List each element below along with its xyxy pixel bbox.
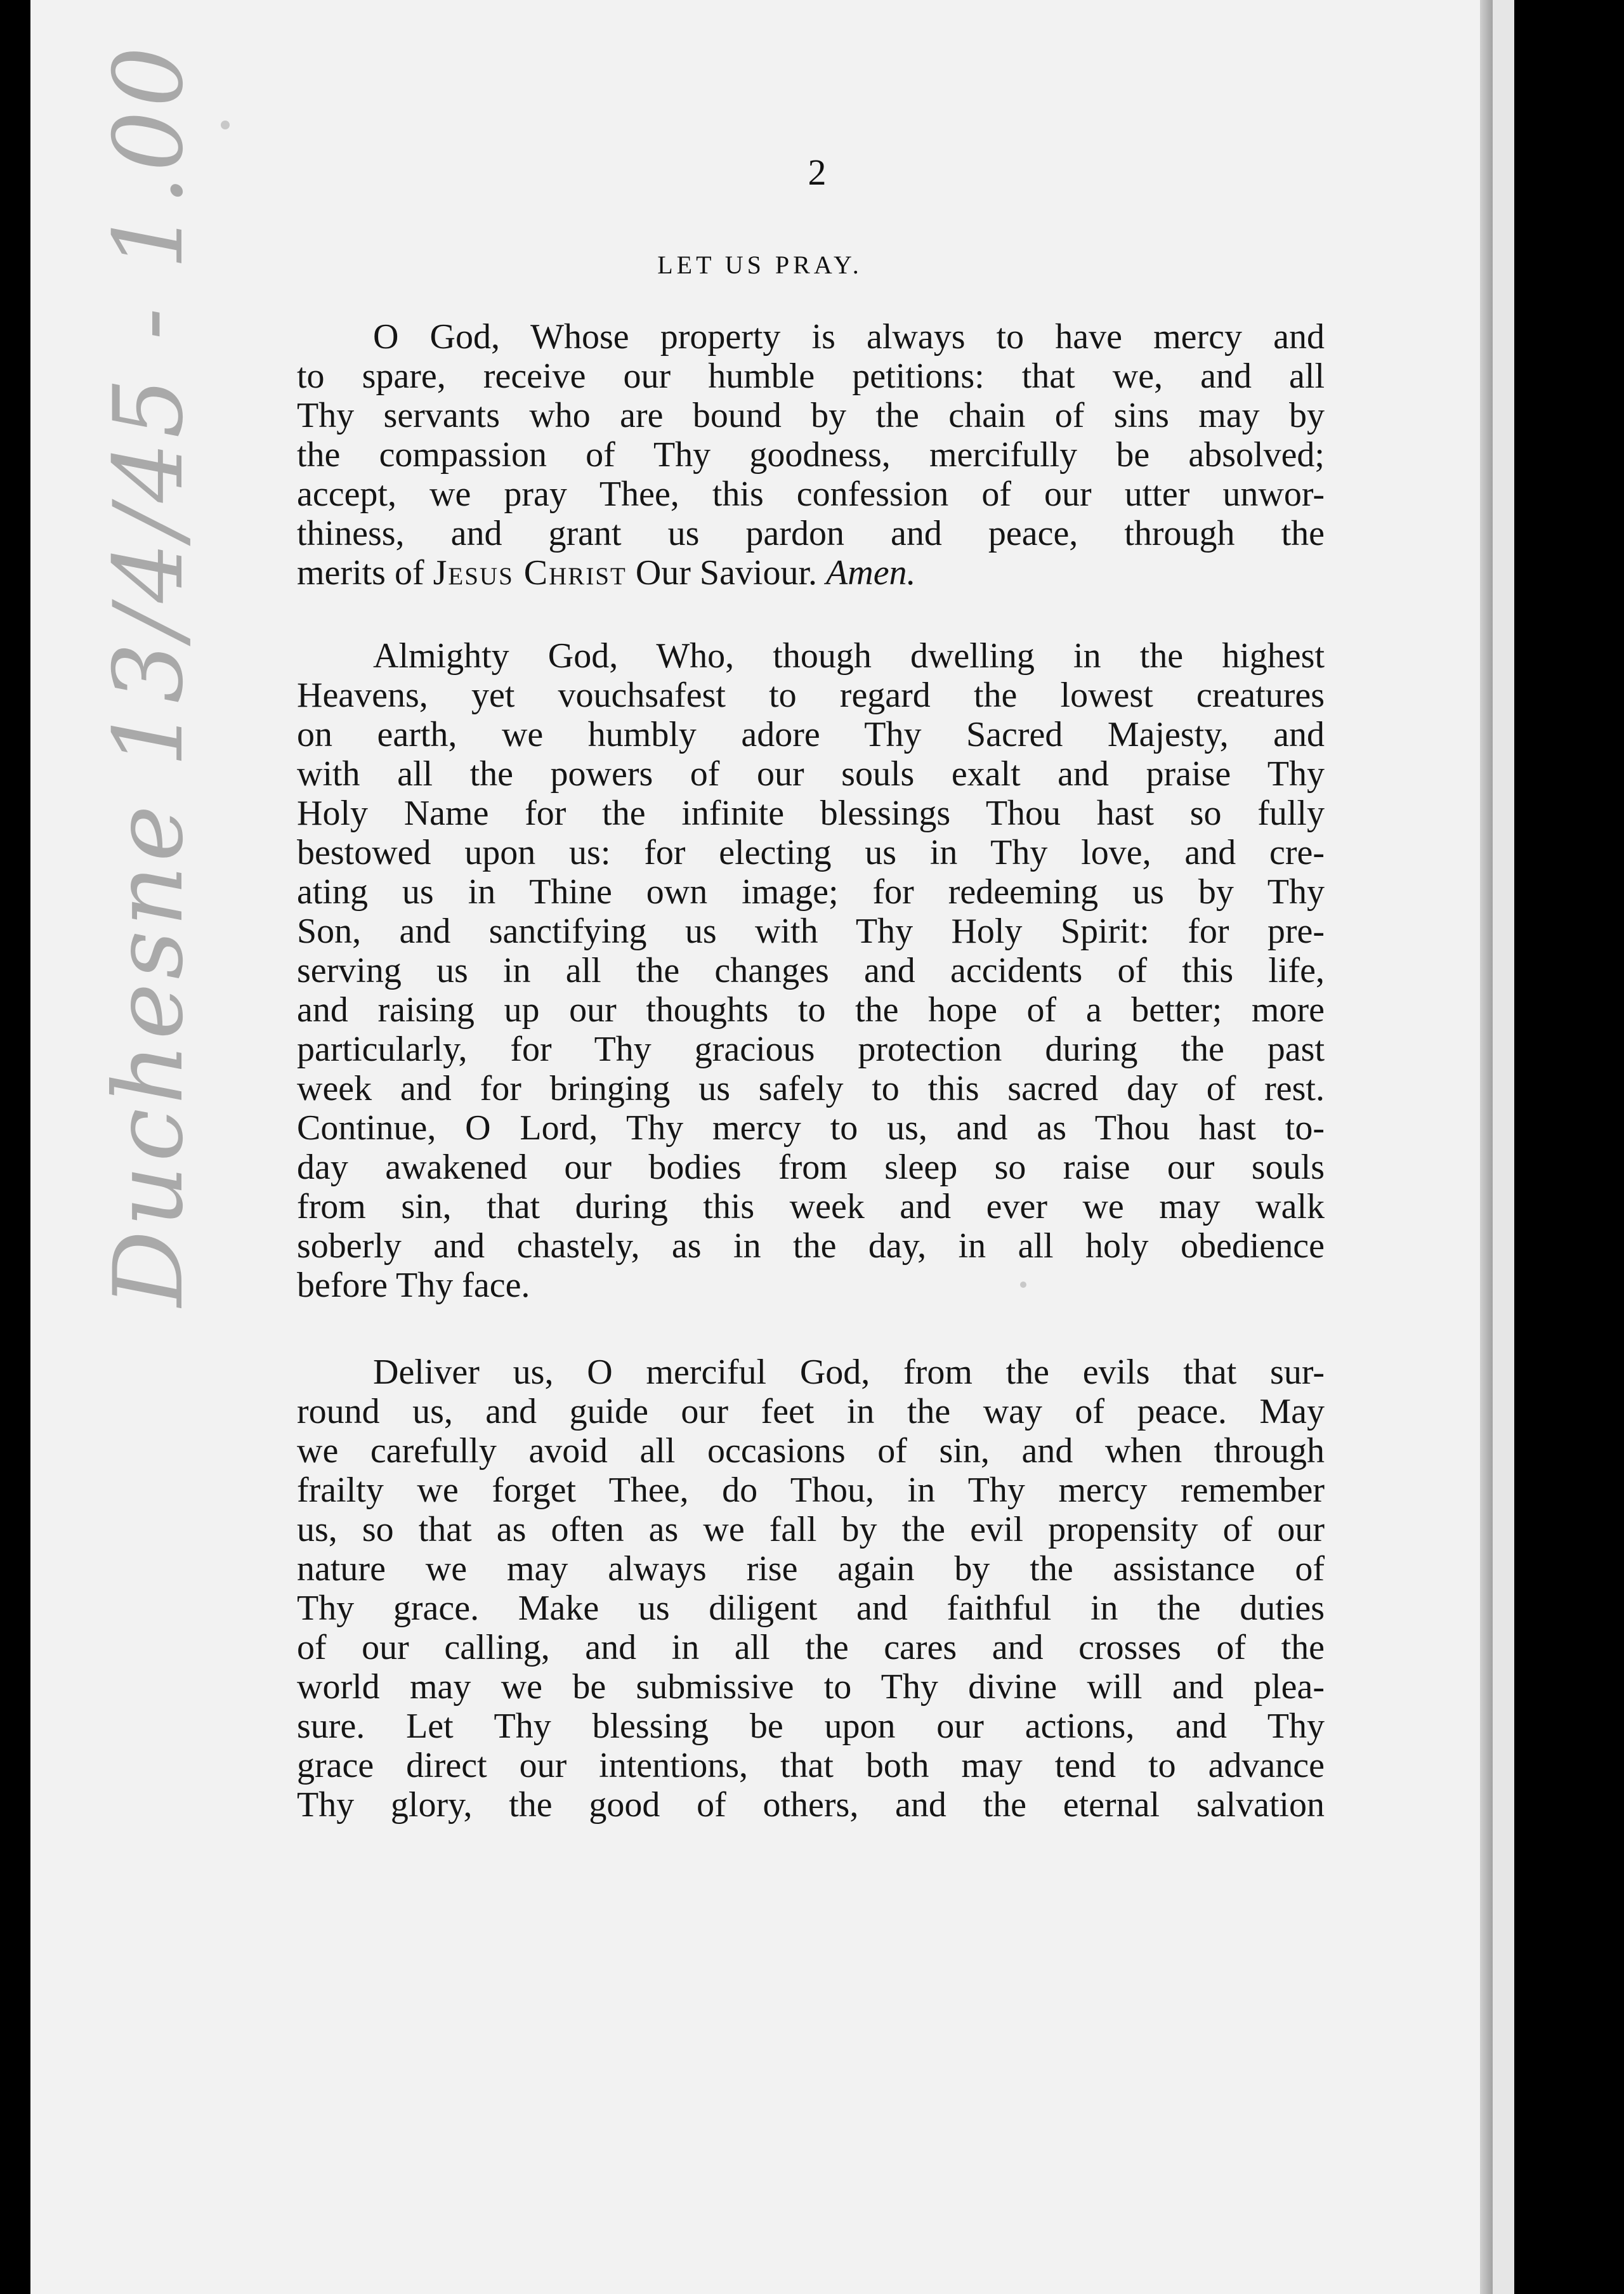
small-caps-name: Jesus Christ <box>433 553 627 593</box>
handwritten-margin-note: Duchesne 13/4/45 - 1.00 <box>94 43 204 1307</box>
amen-italic: Amen. <box>826 553 916 593</box>
text-line: accept, we pray Thee, this confession of our utter unwor- <box>297 475 1325 514</box>
section-heading: LET US PRAY. <box>657 251 863 279</box>
text-line: grace direct our intentions, that both may tend to advance <box>297 1746 1325 1785</box>
prayer-paragraph-2 <box>297 636 1325 1305</box>
text-line: the compassion of Thy goodness, mercifully be absolved; <box>297 435 1325 475</box>
text-line: of our calling, and in all the cares and crosses of the <box>297 1628 1325 1667</box>
document-page <box>30 0 1490 2294</box>
text-line: Thy glory, the good of others, and the eternal salvation <box>297 1785 1325 1825</box>
prayer-paragraph-3 <box>297 1353 1325 1825</box>
text-line: Thy servants who are bound by the chain of sins may by <box>297 396 1325 435</box>
text-line: Son, and sanctifying us with Thy Holy Spirit: for pre- <box>297 912 1325 951</box>
text-line: we carefully avoid all occasions of sin, and when through <box>297 1431 1325 1471</box>
text-line: ating us in Thine own image; for redeeming us by Thy <box>297 872 1325 912</box>
text-line: week and for bringing us safely to this sacred day of rest. <box>297 1069 1325 1108</box>
text-line: bestowed upon us: for electing us in Thy love, and cre- <box>297 833 1325 872</box>
text-run: Our Saviour. <box>626 553 827 593</box>
text-line: world may we be submissive to Thy divine will and plea- <box>297 1667 1325 1707</box>
text-line <box>297 553 1325 593</box>
text-line: sure. Let Thy blessing be upon our actions, and Thy <box>297 1707 1325 1746</box>
text-line: O God, Whose property is always to have mercy and <box>373 317 1325 357</box>
text-line: nature we may always rise again by the assistance of <box>297 1549 1325 1589</box>
text-line: particularly, for Thy gracious protection during the past <box>297 1030 1325 1069</box>
text-line: Holy Name for the infinite blessings Thou hast so fully <box>297 794 1325 833</box>
prayer-paragraph-1 <box>297 317 1325 593</box>
text-line: from sin, that during this week and ever we may walk <box>297 1187 1325 1226</box>
text-line: to spare, receive our humble petitions: that we, and all <box>297 357 1325 396</box>
text-line: on earth, we humbly adore Thy Sacred Majesty, and <box>297 715 1325 754</box>
text-line: thiness, and grant us pardon and peace, through the <box>297 514 1325 553</box>
text-line: Thy grace. Make us diligent and faithful in the duties <box>297 1589 1325 1628</box>
text-line: soberly and chastely, as in the day, in all holy obedience <box>297 1226 1325 1266</box>
text-line: round us, and guide our feet in the way of peace. May <box>297 1392 1325 1431</box>
text-line: Continue, O Lord, Thy mercy to us, and as Thou hast to- <box>297 1108 1325 1148</box>
text-line: Heavens, yet vouchsafest to regard the lowest creatures <box>297 676 1325 715</box>
text-run: merits of <box>297 553 433 593</box>
text-line: us, so that as often as we fall by the evil propensity of our <box>297 1510 1325 1549</box>
page-number: 2 <box>808 152 827 193</box>
text-line: with all the powers of our souls exalt and praise Thy <box>297 754 1325 794</box>
text-line: frailty we forget Thee, do Thou, in Thy mercy remember <box>297 1471 1325 1510</box>
scan-speck <box>221 121 230 129</box>
text-line: Almighty God, Who, though dwelling in the highest <box>373 636 1325 676</box>
text-line: Deliver us, O merciful God, from the evils that sur- <box>373 1353 1325 1392</box>
text-line: serving us in all the changes and accidents of this life, <box>297 951 1325 990</box>
text-line: day awakened our bodies from sleep so raise our souls <box>297 1148 1325 1187</box>
text-line: before Thy face. <box>297 1266 530 1305</box>
adjacent-page-edge <box>1493 0 1514 2294</box>
text-line: and raising up our thoughts to the hope of a better; more <box>297 990 1325 1030</box>
scan-border-right <box>1493 0 1624 2294</box>
